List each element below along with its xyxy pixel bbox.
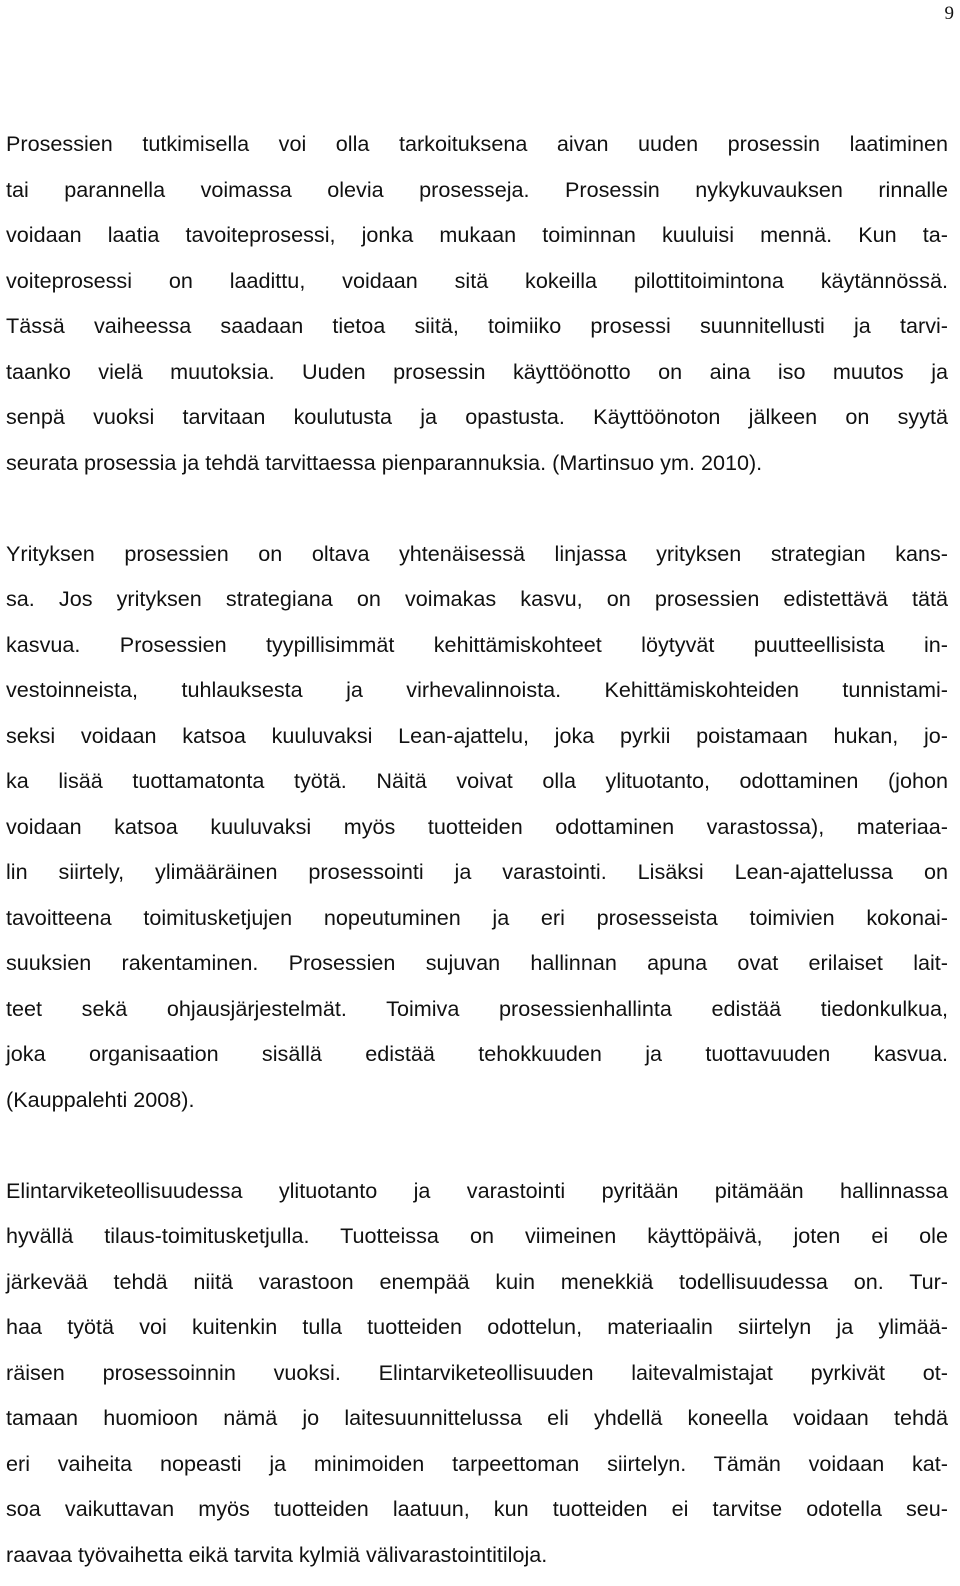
text-line: ka lisää tuottamatonta työtä. Näitä voivat olla ylituotanto, odottaminen (johon (6, 768, 948, 793)
text-line: vestoinneista, tuhlauksesta ja virhevalinnoista. Kehittämiskohteiden tunnistami- (6, 677, 948, 702)
body-text (6, 121, 948, 1577)
text-line: voidaan laatia tavoiteprosessi, jonka mukaan toiminnan kuuluisi mennä. Kun ta- (6, 222, 948, 247)
text-line: joka organisaation sisällä edistää tehokkuuden ja tuottavuuden kasvua. (6, 1041, 948, 1066)
text-line: kasvua. Prosessien tyypillisimmät kehittämiskohteet löytyvät puutteellisista in- (6, 631, 948, 657)
text-line: voidaan katsoa kuuluvaksi myös tuotteiden odottaminen varastossa), materiaa- (6, 813, 948, 839)
paragraph-1 (6, 121, 948, 485)
text-line: teet sekä ohjausjärjestelmät. Toimiva prosessienhallinta edistää tiedonkulkua, (6, 995, 948, 1021)
paragraph-3 (6, 1168, 948, 1578)
text-line: raavaa työvaihetta eikä tarvita kylmiä välivarastointitiloja. (6, 1541, 548, 1567)
text-line: eri vaiheita nopeasti ja minimoiden tarpeettoman siirtelyn. Tämän voidaan kat- (6, 1450, 948, 1476)
text-line: Prosessien tutkimisella voi olla tarkoituksena aivan uuden prosessin laatiminen (6, 131, 948, 156)
text-line: lin siirtely, ylimääräinen prosessointi ja varastointi. Lisäksi Lean-ajattelussa on (6, 859, 948, 884)
text-line: hyvällä tilaus-toimitusketjulla. Tuotteissa on viimeinen käyttöpäivä, joten ei ole (6, 1223, 948, 1248)
text-line: järkevää tehdä niitä varastoon enempää kuin menekkiä todellisuudessa on. Tur- (6, 1268, 948, 1294)
text-line: tai parannella voimassa olevia prosesseja. Prosessin nykykuvauksen rinnalle (6, 176, 948, 202)
paragraph-2 (6, 531, 948, 1123)
paragraph-gap (6, 485, 948, 531)
page-number: 9 (944, 3, 954, 24)
text-line: taanko vielä muutoksia. Uuden prosessin käyttöönotto on aina iso muutos ja (6, 358, 948, 384)
text-line: soa vaikuttavan myös tuotteiden laatuun, kun tuotteiden ei tarvitse odotella seu- (6, 1496, 948, 1521)
text-line: sa. Jos yrityksen strategiana on voimakas kasvu, on prosessien edistettävä tätä (6, 586, 948, 611)
text-line: tamaan huomioon nämä jo laitesuunnittelussa eli yhdellä koneella voidaan tehdä (6, 1405, 948, 1430)
text-line: (Kauppalehti 2008). (6, 1086, 195, 1112)
text-line: voiteprosessi on laadittu, voidaan sitä kokeilla pilottitoimintona käytännössä. (6, 267, 948, 293)
text-line: tavoitteena toimitusketjujen nopeutuminen ja eri prosesseista toimivien kokonai- (6, 904, 948, 930)
text-line: räisen prosessoinnin vuoksi. Elintarviketeollisuuden laitevalmistajat pyrkivät ot- (6, 1359, 948, 1385)
text-line: haa työtä voi kuitenkin tulla tuotteiden odottelun, materiaalin siirtelyn ja ylimää- (6, 1314, 948, 1339)
text-line: seksi voidaan katsoa kuuluvaksi Lean-ajattelu, joka pyrkii poistamaan hukan, jo- (6, 722, 948, 748)
text-line: Yrityksen prosessien on oltava yhtenäisessä linjassa yrityksen strategian kans- (6, 540, 948, 566)
paragraph-gap (6, 1122, 948, 1168)
text-line: Tässä vaiheessa saadaan tietoa siitä, toimiiko prosessi suunnitellusti ja tarvi- (6, 313, 948, 338)
text-line: senpä vuoksi tarvitaan koulutusta ja opastusta. Käyttöönoton jälkeen on syytä (6, 404, 948, 429)
text-line: seurata prosessia ja tehdä tarvittaessa pienparannuksia. (Martinsuo ym. 2010). (6, 449, 763, 475)
text-line: Elintarviketeollisuudessa ylituotanto ja varastointi pyritään pitämään hallinnassa (6, 1177, 948, 1203)
text-line: suuksien rakentaminen. Prosessien sujuvan hallinnan apuna ovat erilaiset lait- (6, 950, 948, 975)
